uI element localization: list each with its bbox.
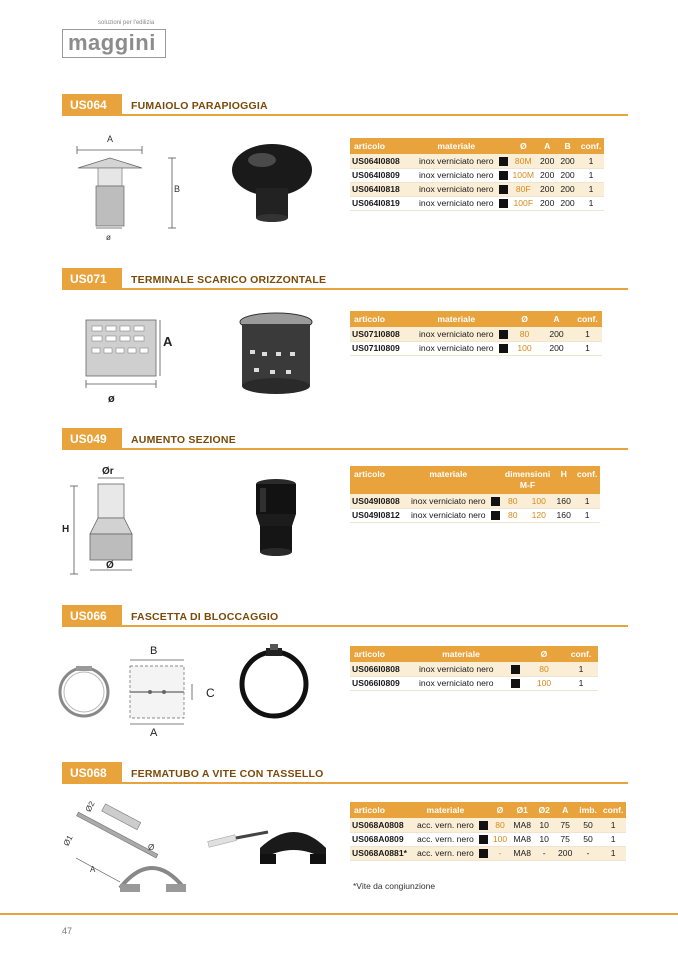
section-title: FUMAIOLO PARAPIOGGIA bbox=[131, 100, 268, 112]
spec-table-us066: articolo materiale Ø conf. US066I0808 inox verniciato nero 80 1 US066I0809 inox verniciato nero 100 1 bbox=[350, 646, 598, 691]
table-row: US071I0809 inox verniciato nero 100 200 1 bbox=[350, 341, 602, 355]
table-row: US066I0809 inox verniciato nero 100 1 bbox=[350, 676, 598, 690]
table-row: US066I0808 inox verniciato nero 80 1 bbox=[350, 662, 598, 676]
section-code: US066 bbox=[62, 605, 122, 627]
footer-divider bbox=[0, 913, 678, 915]
diagram-label-a: A bbox=[107, 134, 114, 144]
section-header-us071 bbox=[62, 268, 628, 290]
section-header-us068 bbox=[62, 762, 628, 784]
table-row: US064I0818 inox verniciato nero 80F 200 200 1 bbox=[350, 182, 604, 196]
section-code: US068 bbox=[62, 762, 122, 784]
diagram-label-d2: Ø2 bbox=[83, 799, 97, 814]
section-title: TERMINALE SCARICO ORIZZONTALE bbox=[131, 274, 327, 286]
table-row: US064I0819 inox verniciato nero 100F 200 200 1 bbox=[350, 196, 604, 210]
brand-logo bbox=[62, 20, 166, 60]
diagram-label-a: A bbox=[90, 865, 96, 874]
brand-name: maggini bbox=[68, 30, 156, 55]
table-row: US064I0809 inox verniciato nero 100M 200 200 1 bbox=[350, 168, 604, 182]
section-title: FERMATUBO A VITE CON TASSELLO bbox=[131, 768, 324, 780]
brand-tagline: soluzioni per l'edilizia bbox=[98, 20, 155, 26]
diagram-label-reduced-diameter: Ør bbox=[102, 466, 114, 477]
section-header-us064 bbox=[62, 94, 628, 116]
product-photo-us068 bbox=[206, 820, 332, 884]
table-row: US049I0812 inox verniciato nero 80 120 160 1 bbox=[350, 508, 600, 522]
diagram-label-d1: Ø1 bbox=[61, 833, 75, 848]
table-row: US049I0808 inox verniciato nero 80 100 160 1 bbox=[350, 494, 600, 508]
diagram-label-b: B bbox=[150, 645, 158, 657]
spec-table-us049: articolo materiale dimensioni M-F H conf. US049I0808 inox verniciato nero 80 100 160 1 US049I0812 inox verniciato nero 80 120 160 1 bbox=[350, 466, 600, 523]
table-row: US064I0808 inox verniciato nero 80M 200 200 1 bbox=[350, 154, 604, 168]
table-row: US071I0808 inox verniciato nero 80 200 1 bbox=[350, 327, 602, 341]
diagram-label-a: A bbox=[150, 727, 158, 739]
product-photo-us066 bbox=[236, 644, 312, 720]
product-photo-us071 bbox=[236, 310, 316, 400]
spec-table-us071: articolo materiale Ø A conf. US071I0808 inox verniciato nero 80 200 1 US071I0809 inox verniciato nero 100 200 1 bbox=[350, 311, 602, 356]
diagram-label-diameter: ø bbox=[108, 393, 115, 405]
diagram-label-a: A bbox=[163, 334, 173, 349]
diagram-label-h: H bbox=[62, 524, 70, 535]
section-code: US064 bbox=[62, 94, 122, 116]
diagram-label-diameter: ø bbox=[106, 233, 111, 242]
diagram-label-diameter: Ø bbox=[106, 560, 114, 571]
spec-table-us068: articolo materiale Ø Ø1 Ø2 A imb. conf. US068A0808 acc. vern. nero 80 MA8 10 75 50 1 US068A0809 acc. vern. nero 100 MA8 10 75 50 1 US068A0881* acc. vern. nero - MA8 - 200 - 1 bbox=[350, 802, 626, 861]
technical-drawing-us068 bbox=[60, 798, 200, 902]
section-title: FASCETTA DI BLOCCAGGIO bbox=[131, 611, 279, 623]
technical-drawing-us071 bbox=[62, 312, 192, 408]
technical-drawing-us064 bbox=[62, 128, 192, 248]
technical-drawing-us049 bbox=[62, 464, 192, 580]
footnote: *Vite da congiunzione bbox=[353, 881, 436, 891]
technical-drawing-us066 bbox=[54, 640, 234, 740]
diagram-label-b: B bbox=[174, 184, 181, 194]
product-photo-us049 bbox=[246, 476, 306, 560]
section-header-us066 bbox=[62, 605, 628, 627]
diagram-label-diameter: Ø bbox=[148, 843, 155, 852]
section-header-us049 bbox=[62, 428, 628, 450]
diagram-label-c: C bbox=[206, 686, 215, 700]
section-title: AUMENTO SEZIONE bbox=[131, 434, 236, 446]
table-row: US068A0881* acc. vern. nero - MA8 - 200 - 1 bbox=[350, 846, 626, 860]
section-code: US049 bbox=[62, 428, 122, 450]
section-code: US071 bbox=[62, 268, 122, 290]
product-photo-us064 bbox=[226, 140, 318, 230]
table-row: US068A0809 acc. vern. nero 100 MA8 10 75 50 1 bbox=[350, 832, 626, 846]
table-row: US068A0808 acc. vern. nero 80 MA8 10 75 50 1 bbox=[350, 818, 626, 832]
spec-table-us064: articolo materiale Ø A B conf. US064I0808 inox verniciato nero 80M 200 200 1 US064I0809 inox verniciato nero 100M 200 200 1 US064I0818 inox verniciato nero 80F 200 200 1 US064I0819 inox verniciato nero 100F 200 200 1 bbox=[350, 138, 604, 211]
page-number: 47 bbox=[62, 926, 73, 936]
